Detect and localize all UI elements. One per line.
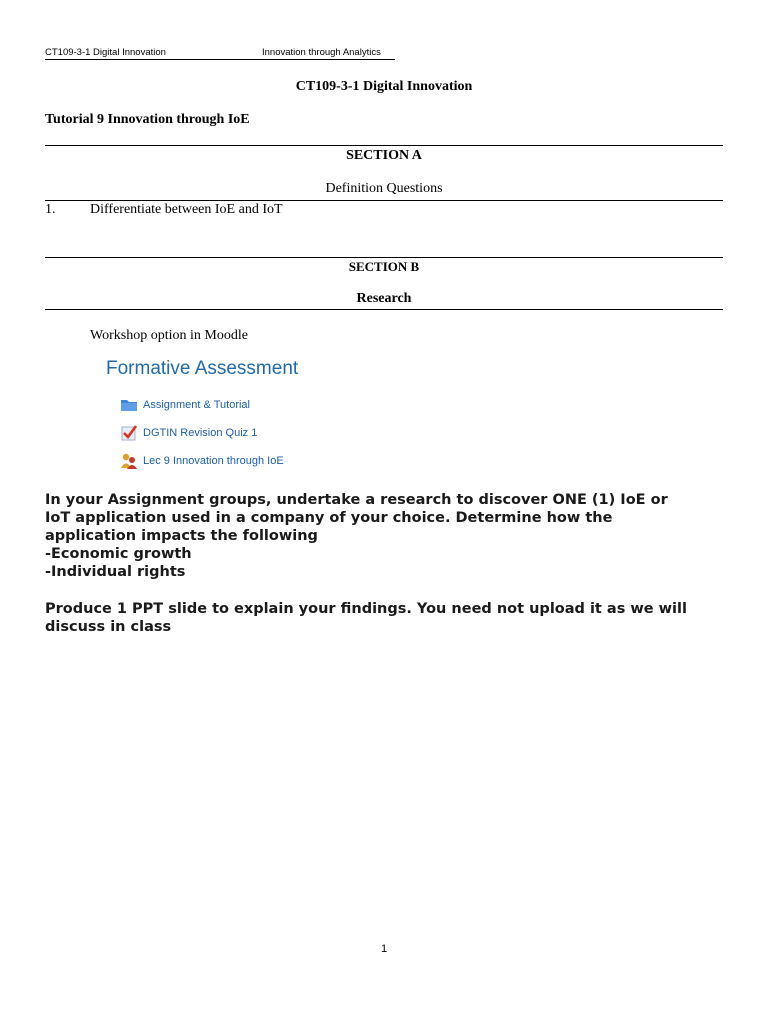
moodle-item-quiz[interactable] bbox=[120, 424, 257, 442]
section-a-heading: SECTION A bbox=[346, 148, 422, 163]
formative-assessment-heading: Formative Assessment bbox=[106, 358, 299, 379]
document-title: CT109-3-1 Digital Innovation bbox=[295, 79, 473, 94]
moodle-screenshot bbox=[104, 356, 334, 476]
folder-icon bbox=[120, 396, 138, 414]
instruction-line: In your Assignment groups, undertake a research to discover ONE (1) IoE or bbox=[45, 492, 668, 508]
instruction-line: application impacts the following bbox=[45, 528, 318, 544]
moodle-item-workshop[interactable] bbox=[120, 452, 284, 470]
tutorial-title: Tutorial 9 Innovation through IoE bbox=[45, 112, 250, 127]
instruction-line: -Economic growth bbox=[45, 546, 192, 562]
quiz-check-icon bbox=[120, 424, 138, 442]
section-a-bottom-rule bbox=[45, 200, 723, 201]
running-header bbox=[45, 47, 395, 60]
section-a-top-rule bbox=[45, 145, 723, 146]
workshop-note: Workshop option in Moodle bbox=[90, 328, 248, 343]
section-a-subheading: Definition Questions bbox=[325, 181, 443, 196]
section-b-heading: SECTION B bbox=[348, 259, 420, 274]
moodle-item-assignment[interactable] bbox=[120, 396, 250, 414]
instruction-line: -Individual rights bbox=[45, 564, 186, 580]
section-b-subheading: Research bbox=[356, 291, 412, 306]
produce-line: Produce 1 PPT slide to explain your findings. You need not upload it as we will bbox=[45, 601, 687, 617]
header-left: CT109-3-1 Digital Innovation bbox=[45, 47, 166, 58]
question-number: 1. bbox=[45, 202, 56, 217]
question-text: Differentiate between IoE and IoT bbox=[90, 202, 283, 217]
instructions-paragraph bbox=[45, 491, 735, 581]
header-right: Innovation through Analytics bbox=[262, 47, 381, 58]
produce-paragraph bbox=[45, 600, 735, 636]
produce-line: discuss in class bbox=[45, 619, 172, 635]
moodle-item-label: Assignment & Tutorial bbox=[143, 399, 250, 411]
workshop-icon bbox=[120, 452, 138, 470]
moodle-item-label: Lec 9 Innovation through IoE bbox=[143, 455, 284, 467]
section-b-bottom-rule bbox=[45, 309, 723, 310]
section-b-top-rule bbox=[45, 257, 723, 258]
moodle-item-label: DGTIN Revision Quiz 1 bbox=[143, 427, 258, 439]
page-number: 1 bbox=[380, 943, 388, 955]
instruction-line: IoT application used in a company of your choice. Determine how the bbox=[45, 510, 613, 526]
